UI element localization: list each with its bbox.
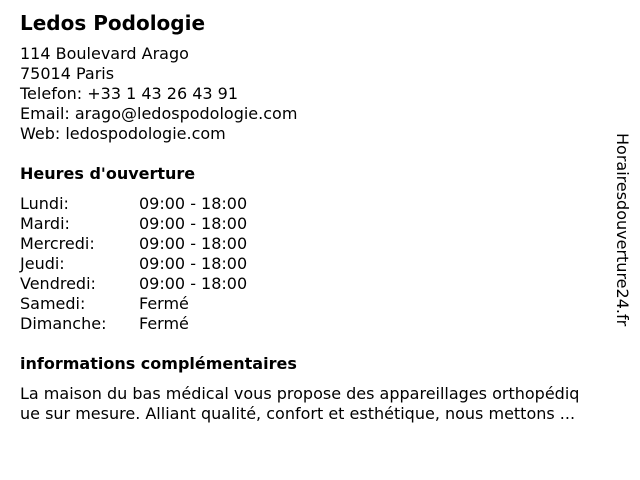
business-name: Ledos Podologie — [20, 11, 206, 35]
info-line: ue sur mesure. Alliant qualité, confort et esthétique, nous mettons ... — [20, 404, 576, 423]
time-value: Fermé — [139, 314, 189, 333]
time-value: 09:00 - 18:00 — [139, 274, 248, 293]
day-label: Jeudi: — [20, 254, 65, 273]
time-value: 09:00 - 18:00 — [139, 194, 248, 213]
email-address: Email: arago@ledospodologie.com — [20, 104, 298, 123]
website: Web: ledospodologie.com — [20, 124, 226, 143]
info-heading: informations complémentaires — [20, 354, 297, 373]
time-value: Fermé — [139, 294, 189, 313]
contact-details — [20, 44, 297, 144]
phone-number: Telefon: +33 1 43 26 43 91 — [20, 84, 239, 103]
day-label: Dimanche: — [20, 314, 107, 333]
day-label: Mercredi: — [20, 234, 95, 253]
hours-heading: Heures d'ouverture — [20, 164, 196, 183]
brand-watermark: Horairesdouverture24.fr — [613, 133, 632, 327]
time-value: 09:00 - 18:00 — [139, 254, 248, 273]
address-city: 75014 Paris — [20, 64, 115, 83]
day-label: Lundi: — [20, 194, 69, 213]
day-label: Samedi: — [20, 294, 86, 313]
info-description — [20, 384, 626, 424]
day-label: Mardi: — [20, 214, 70, 233]
info-line: La maison du bas médical vous propose des appareillages orthopédiq — [20, 384, 580, 403]
time-value: 09:00 - 18:00 — [139, 214, 248, 233]
time-value: 09:00 - 18:00 — [139, 234, 248, 253]
day-label: Vendredi: — [20, 274, 96, 293]
address-street: 114 Boulevard Arago — [20, 44, 189, 63]
